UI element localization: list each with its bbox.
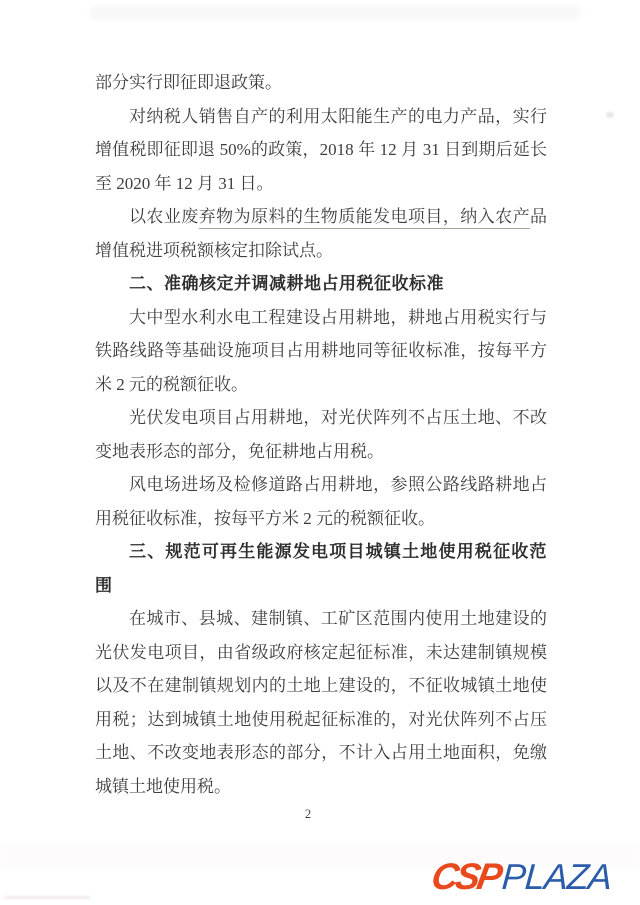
text-line — [95, 368, 547, 402]
text-segment: 品 — [530, 207, 547, 226]
scan-artifact-speck — [606, 112, 614, 118]
text-segment: 以及不在建制镇规划内的土地上建设的，不征收城镇土地使 — [95, 676, 547, 695]
text-segment: 土地、不改变地表形态的部分，不计入占用土地面积，免缴 — [95, 743, 547, 762]
scan-artifact-top-band — [90, 6, 580, 19]
text-segment: 大中型水利水电工程建设占用耕地，耕地占用税实行与 — [129, 307, 547, 327]
text-segment: 以农业废 — [129, 207, 199, 226]
text-line — [95, 602, 547, 636]
text-segment: 增值税即征即退 50%的政策，2018 年 12 月 31 日到期后延长 — [95, 140, 547, 159]
text-line — [95, 770, 547, 804]
text-line — [95, 636, 547, 670]
text-line — [95, 669, 547, 703]
text-line — [95, 736, 547, 770]
scan-artifact-corner-line — [4, 896, 90, 899]
text-segment: 光伏发电项目，由省级政府核定起征标准，未达建制镇规模 — [95, 642, 547, 662]
text-segment: 变地表形态的部分，免征耕地占用税。 — [95, 441, 384, 461]
text-segment: 用税征收标准，按每平方米 2 元的税额征收。 — [95, 508, 435, 528]
section-heading-line — [95, 535, 547, 569]
text-segment: 铁路线路等基础设施项目占用耕地同等征收标准，按每平方 — [95, 341, 547, 360]
text-line — [95, 133, 547, 167]
text-segment: 二、准确核定并调减耕地占用税征收标准 — [129, 274, 444, 293]
text-line — [95, 200, 547, 234]
text-segment: 在城市、县城、建制镇、工矿区范围内使用土地建设的 — [129, 609, 547, 628]
document-body — [95, 66, 547, 803]
text-segment: 米 2 元的税额征收。 — [95, 374, 248, 394]
text-line — [95, 703, 547, 737]
section-heading-line — [95, 569, 547, 603]
csp-plaza-logo — [428, 856, 613, 898]
text-segment: 增值税进项税额核定扣除试点。 — [95, 240, 333, 260]
section-heading-line — [95, 267, 547, 301]
underlined-text: 弃物为原料的生物质能发电项目， — [199, 207, 461, 229]
text-segment: 用税；达到城镇土地使用税起征标准的，对光伏阵列不占压 — [95, 709, 547, 729]
text-line — [95, 401, 547, 435]
text-line — [95, 167, 547, 201]
text-line — [95, 435, 547, 469]
text-line — [95, 301, 547, 335]
text-segment: 至 2020 年 12 月 31 日。 — [95, 173, 274, 193]
text-segment: 光伏发电项目占用耕地，对光伏阵列不占压土地、不改 — [129, 408, 547, 427]
text-line — [95, 100, 547, 134]
text-segment: 城镇土地使用税。 — [95, 776, 231, 796]
text-line — [95, 66, 547, 100]
logo-text-csp: CSP — [428, 856, 503, 897]
underlined-text: 纳入农产 — [460, 207, 530, 229]
text-segment: 风电场进场及检修道路占用耕地，参照公路线路耕地占 — [129, 475, 547, 494]
text-segment: 三、规范可再生能源发电项目城镇土地使用税征收范 — [129, 542, 547, 561]
text-segment: 部分实行即征即退政策。 — [95, 73, 282, 92]
text-line — [95, 234, 547, 268]
page-number: 2 — [304, 806, 312, 821]
text-segment: 对纳税人销售自产的利用太阳能生产的电力产品，实行 — [129, 106, 547, 126]
logo-text-plaza: PLAZA — [500, 856, 613, 897]
text-line — [95, 502, 547, 536]
text-segment: 围 — [95, 575, 113, 595]
text-line — [95, 468, 547, 502]
text-line — [95, 334, 547, 368]
